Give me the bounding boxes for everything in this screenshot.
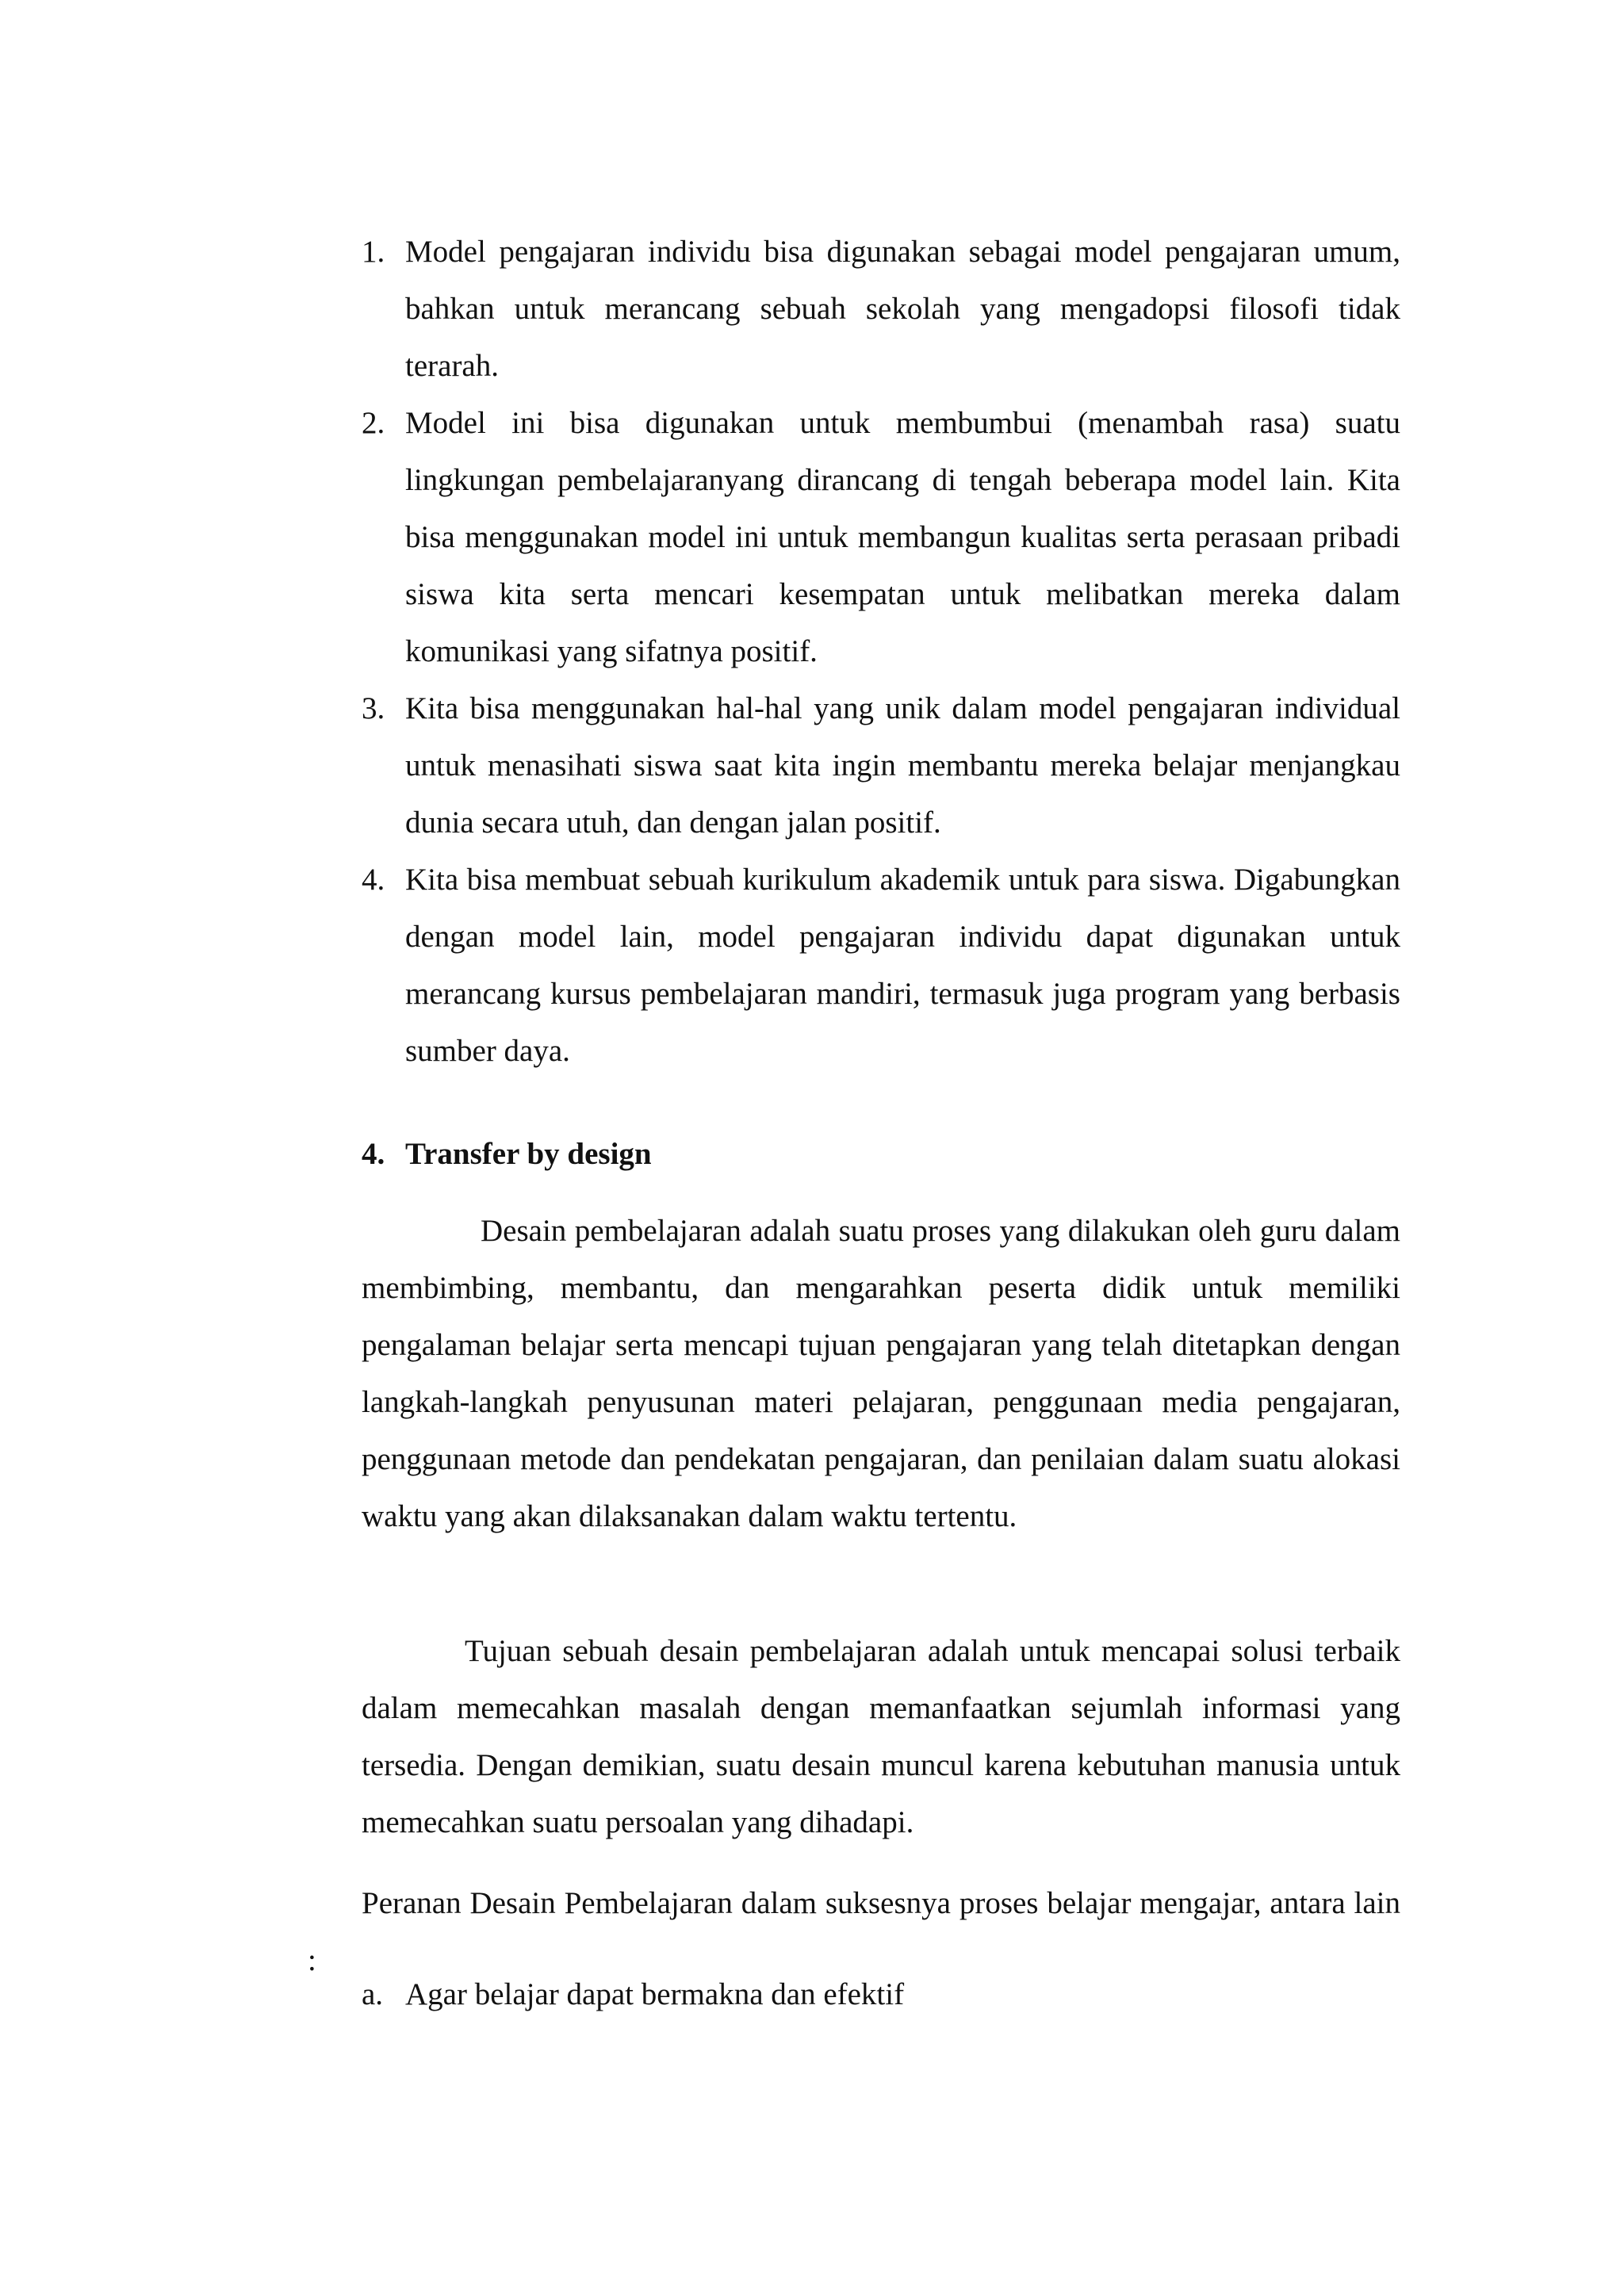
list-item-text: Model pengajaran individu bisa digunakan sebagai model pengajaran umum, bahkan untuk merancang sebuah sekolah yang mengadopsi filosofi tidak terarah. (405, 235, 1400, 383)
paragraph-peranan-desain: Peranan Desain Pembelajaran dalam suksesnya proses belajar mengajar, antara lain : (308, 1886, 1400, 1977)
lettered-list-item (362, 1966, 904, 2023)
list-item-text: Kita bisa menggunakan hal-hal yang unik dalam model pengajaran individual untuk menasihati siswa saat kita ingin membantu mereka belajar menjangkau dunia secara utuh, dan dengan jalan positif. (405, 691, 1400, 840)
section-title: Transfer by design (405, 1137, 652, 1171)
list-item (362, 395, 1400, 680)
paragraph-desain-pembelajaran: Desain pembelajaran adalah suatu proses yang dilakukan oleh guru dalam membimbing, membantu, dan mengarahkan peserta didik untuk memiliki pengalaman belajar serta mencapi tujuan pengajaran yang telah ditetapkan dengan langkah-langkah penyusunan materi pelajaran, penggunaan media pengajaran, penggunaan metode dan pendekatan pengajaran, dan penilaian dalam suatu alokasi waktu yang akan dilaksanakan dalam waktu tertentu. (362, 1214, 1400, 1533)
section-heading (362, 1126, 652, 1183)
paragraph-tujuan-desain: Tujuan sebuah desain pembelajaran adalah untuk mencapai solusi terbaik dalam memecahkan masalah dengan memanfaatkan sejumlah informasi yang tersedia. Dengan demikian, suatu desain muncul karena kebutuhan manusia untuk memecahkan suatu persoalan yang dihadapi. (362, 1634, 1400, 1839)
list-item-number: 3. (362, 691, 385, 725)
list-item-text: Model ini bisa digunakan untuk membumbui (menambah rasa) suatu lingkungan pembelajaranyang dirancang di tengah beberapa model lain. Kita bisa menggunakan model ini untuk membangun kualitas serta perasaan pribadi siswa kita serta mencari kesempatan untuk melibatkan mereka dalam komunikasi yang sifatnya positif. (405, 406, 1400, 668)
list-item-text: Kita bisa membuat sebuah kurikulum akademik untuk para siswa. Digabungkan dengan model lain, model pengajaran individu dapat digunakan untuk merancang kursus pembelajaran mandiri, termasuk juga program yang berbasis sumber daya. (405, 863, 1400, 1068)
lettered-list-item-letter: a. (362, 1977, 384, 2011)
lettered-list-item-text: Agar belajar dapat bermakna dan efektif (405, 1977, 905, 2011)
section-number: 4. (362, 1137, 385, 1171)
list-item (362, 851, 1400, 1080)
list-item-number: 2. (362, 406, 385, 440)
list-item (362, 224, 1400, 395)
numbered-list (362, 224, 1400, 1080)
list-item-number: 4. (362, 863, 385, 897)
list-item (362, 680, 1400, 851)
list-item-number: 1. (362, 235, 385, 269)
